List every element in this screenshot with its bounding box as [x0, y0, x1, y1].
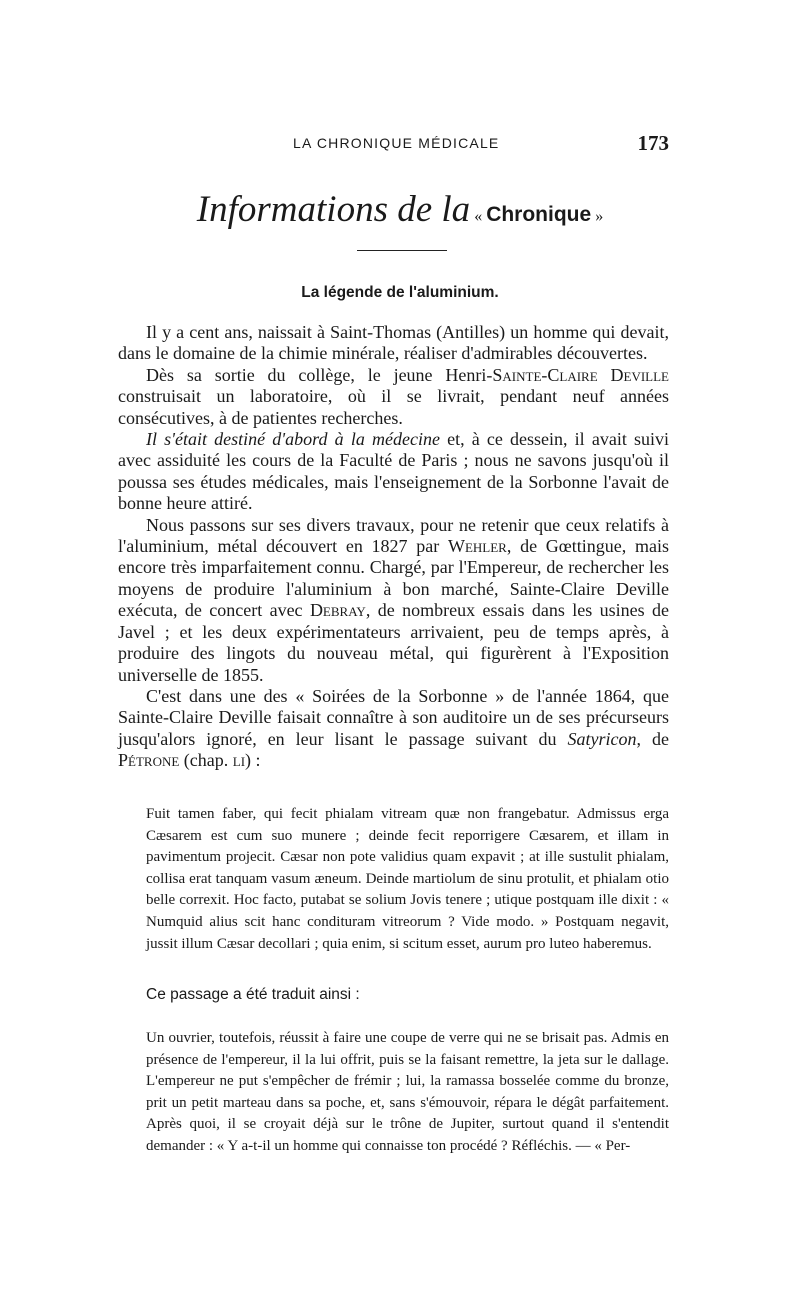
paragraph-3	[118, 429, 669, 515]
section-title-italic: Informations de la	[196, 189, 471, 230]
p4-text-b: , de Gœttingue, mais encore très imparfaitement connu. Chargé, par l'Empereur, de rechercher les moyens de produire l'aluminium à bon marché, Sainte-Claire Deville exécuta, de concert avec	[118, 536, 669, 621]
paragraph-4	[118, 515, 669, 686]
p2-text-a: Dès sa sortie du collège, le jeune Henri-	[146, 364, 493, 385]
article-title: La légende de l'aluminium.	[301, 284, 499, 301]
p5-text-c: (chap.	[179, 750, 233, 771]
translation-heading: Ce passage a été traduit ainsi :	[146, 986, 360, 1003]
translation-text: Un ouvrier, toutefois, réussit à faire une coupe de verre qui ne se brisait pas. Admis en présence de l'empereur, il la lui offrit, puis se la faisant remettre, la jeta sur le dallage. L'empereur ne put s'empêcher de frémir ; lui, la ramassa bosselée comme du bronze, prit un petit marteau dans sa poche, et, sans s'émouvoir, répara le dégât parfaitement. Après quoi, il se croyait déjà sur le trône de Jupiter, surtout quand il s'entendit demander : « Y a-t-il un homme qui connaisse ton procédé ? Réfléchis. — « Per-	[146, 1030, 669, 1154]
running-title: LA CHRONIQUE MÉDICALE	[293, 135, 500, 151]
person-name-deville: Sainte-Claire Deville	[492, 364, 669, 385]
person-name-debray: Debray	[309, 600, 366, 621]
author-name-petrone: Pétrone	[118, 750, 180, 771]
title-divider	[357, 250, 447, 251]
p3-italic: Il s'était destiné d'abord à la médecine	[146, 429, 440, 450]
section-title-open-quote: «	[474, 208, 487, 225]
p4-text-a: Nous passons sur ses divers travaux, pour ne retenir que ceux relatifs à l'aluminium, métal découvert en 1827 par	[118, 514, 669, 557]
p5-text-a: C'est dans une des « Soirées de la Sorbonne » de l'année 1864, que Sainte-Claire Deville faisait connaître à son auditoire un de ses précurseurs jusqu'alors ignoré, en leur lisant le passage suivant du	[118, 685, 669, 749]
paragraph-5	[118, 686, 669, 772]
p5-text-b: , de	[636, 728, 669, 749]
section-title	[0, 188, 800, 231]
page-number: 173	[637, 131, 669, 155]
book-title-satyricon: Satyricon	[567, 728, 637, 749]
p4-text-c: , de nombreux essais dans les usines de Javel ; et les deux expérimentateurs arrivaient, peu de temps après, à produire des lingots du nouveau métal, qui figurèrent à l'Exposition universelle de 1855.	[118, 600, 669, 685]
paragraph-1: Il y a cent ans, naissait à Saint-Thomas (Antilles) un homme qui devait, dans le domaine de la chimie minérale, réaliser d'admirables découvertes.	[118, 322, 669, 364]
p2-text-b: construisait un laboratoire, où il se livrait, pendant neuf années consécutives, à de patientes recherches.	[118, 386, 669, 428]
chapter-number: li	[232, 750, 246, 771]
article-body	[118, 322, 669, 772]
paragraph-2	[118, 365, 669, 429]
running-head	[147, 132, 669, 156]
section-title-chronique: Chronique	[486, 203, 592, 226]
p5-text-d: ) :	[245, 750, 261, 771]
latin-quotation: Fuit tamen faber, qui fecit phialam vitream quæ non frangebatur. Admissus erga Cæsarem est cum suo munere ; deinde fecit reporrigere Cæsarem, et illam in pavimentum projecit. Cæsar non pote validius quam expavit ; at ille sustulit phialam, collisa erat tanquam vasum æneum. Deinde martiolum de sinu protulit, et phialam otio belle correxit. Hoc facto, putabat se solium Jovis tenere ; utique postquam ille dixit : « Numquid alius scit hanc condituram vitreorum ? Vide modo. » Postquam negavit, jussit illum Cæsar decollari ; quia enim, si scitum esset, aurum pro luteo haberemus.	[146, 806, 669, 952]
p3-text: et, à ce dessein, il avait suivi avec assiduité les cours de la Faculté de Paris ; nous ne savons jusqu'où il poussa ses études médicales, mais l'enseignement de la Sorbonne l'avait de bonne heure attiré.	[118, 429, 669, 514]
person-name-wehler: Wehler	[447, 536, 507, 557]
section-title-close-quote: »	[591, 208, 604, 225]
